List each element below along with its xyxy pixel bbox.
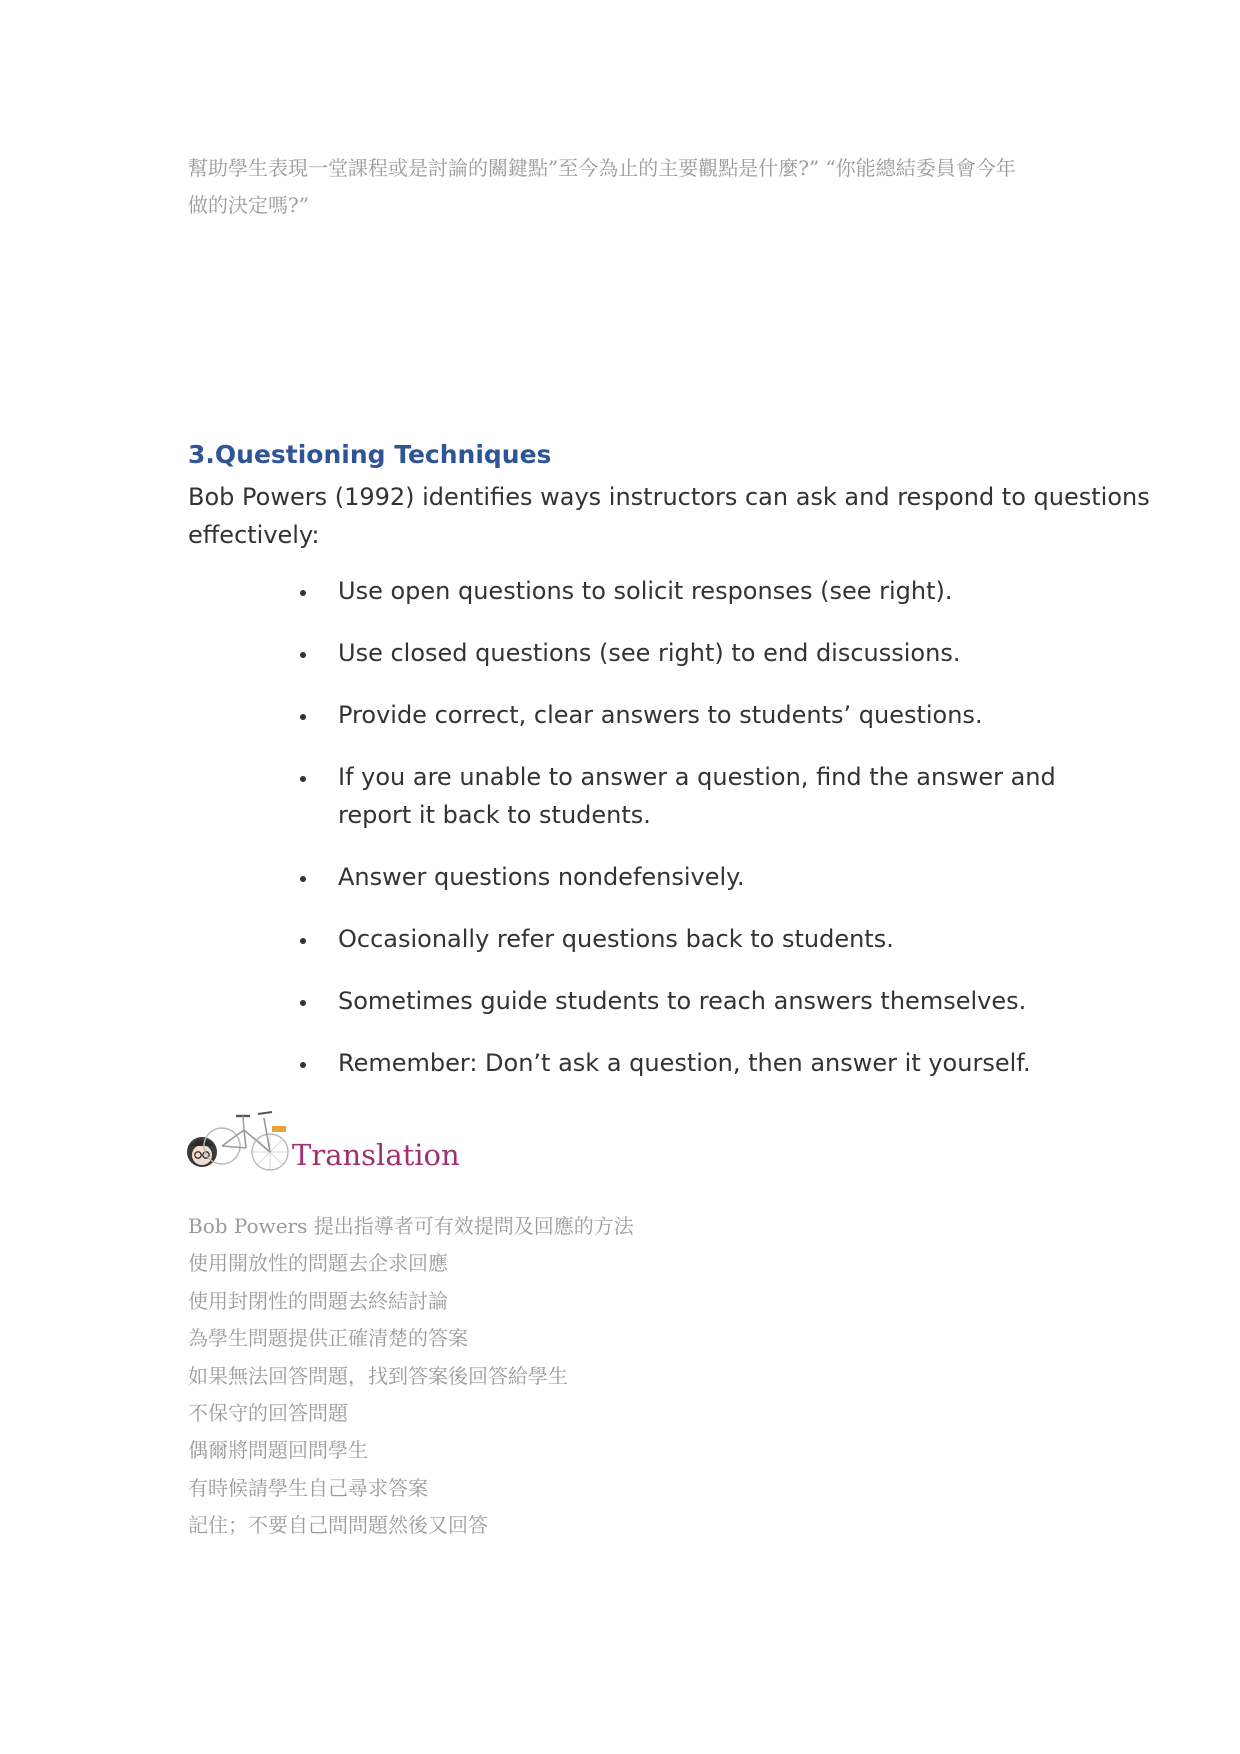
bullet-icon — [300, 876, 306, 882]
translation-line: 不保守的回答問題 — [188, 1401, 348, 1426]
list-item-text: Sometimes guide students to reach answers themselves. — [338, 987, 1027, 1015]
list-item-text: Answer questions nondefensively. — [338, 863, 745, 891]
translation-line: 為學生問題提供正確清楚的答案 — [188, 1326, 468, 1351]
bullet-icon — [300, 776, 306, 782]
section-intro-line: Bob Powers (1992) identifies ways instructors can ask and respond to questions — [188, 483, 1150, 511]
list-item-text: Use closed questions (see right) to end discussions. — [338, 639, 961, 667]
translation-line: 使用開放性的問題去企求回應 — [188, 1251, 448, 1276]
translation-line: 偶爾將問題回問學生 — [188, 1438, 368, 1463]
section-title: 3.Questioning Techniques — [188, 440, 552, 469]
bullet-icon — [300, 1000, 306, 1006]
list-item-text: Occasionally refer questions back to students. — [338, 925, 894, 953]
section-intro-line: effectively: — [188, 521, 320, 549]
section-intro — [188, 478, 1150, 554]
bullet-icon — [300, 714, 306, 720]
list-item-text: report it back to students. — [338, 801, 651, 829]
top-translation-line: 幫助學生表現一堂課程或是討論的關鍵點”至今為止的主要觀點是什麼?” “你能總結委員會今年 — [188, 156, 1016, 180]
bullet-icon — [300, 652, 306, 658]
list-item-text: Use open questions to solicit responses (see right). — [338, 577, 953, 605]
list-item-text: If you are unable to answer a question, find the answer and — [338, 763, 1056, 791]
translation-line: 如果無法回答問題，找到答案後回答給學生 — [188, 1363, 568, 1388]
bullet-icon — [300, 590, 306, 596]
translation-logo-text: Translation — [292, 1138, 460, 1172]
translation-line: Bob Powers 提出指導者可有效提問及回應的方法 — [188, 1214, 634, 1238]
translation-block — [188, 1208, 888, 1545]
translation-line: 有時候請學生自己尋求答案 — [188, 1475, 428, 1500]
list-item-text: Provide correct, clear answers to students’ questions. — [338, 701, 983, 729]
bullet-icon — [300, 1062, 306, 1068]
translation-line: 使用封閉性的問題去終結討論 — [188, 1288, 448, 1313]
list-item-text: Remember: Don’t ask a question, then answer it yourself. — [338, 1049, 1031, 1077]
top-translation-line: 做的決定嗎?” — [188, 193, 309, 217]
bullet-icon — [300, 938, 306, 944]
top-translation-paragraph — [188, 150, 1068, 224]
translation-line: 記住；不要自己問問題然後又回答 — [188, 1513, 488, 1538]
